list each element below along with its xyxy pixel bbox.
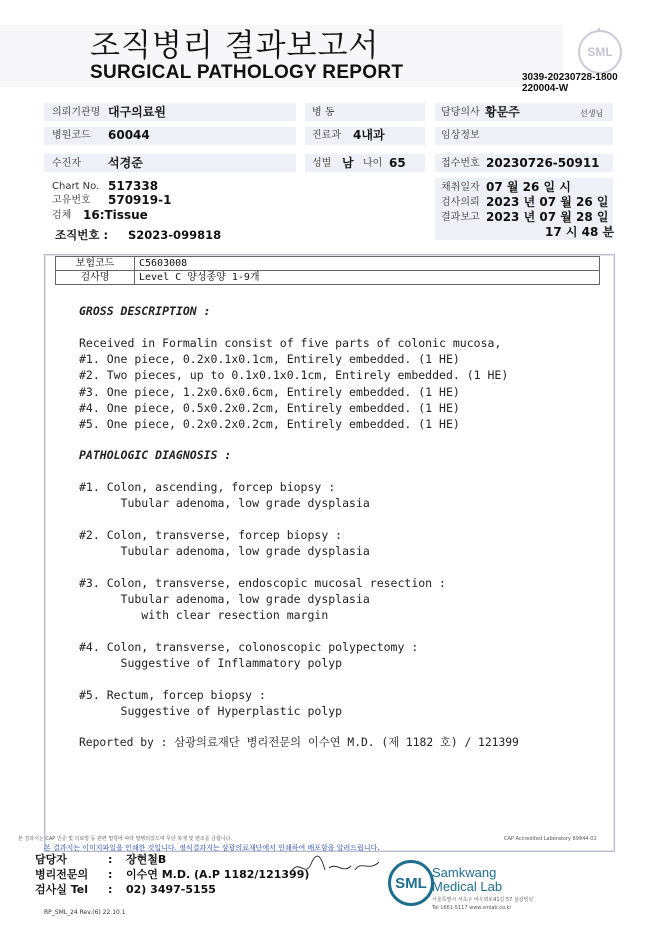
lab-address: 서울특별시 서초구 바우뫼로41길 57 삼광빌딩 <box>432 897 534 903</box>
physician-label: 담당의사 <box>441 107 480 118</box>
gross-description-title: GROSS DESCRIPTION : <box>79 304 211 318</box>
collection-date-label: 채취일자 <box>441 182 480 193</box>
diagnosis-line: Tubular adenoma, low grade dysplasia <box>79 592 370 607</box>
gross-line: #1. One piece, 0.2x0.1x0.1cm, Entirely embedded. (1 HE) <box>79 352 460 367</box>
diagnosis-item-3 <box>79 575 446 624</box>
patient-label: 수진자 <box>52 158 81 169</box>
pathologist-value: 이수연 M.D. (A.P 1182/121399) <box>126 868 310 881</box>
cap-accreditation: CAP Accredited Laboratory 89944-01 <box>504 836 597 842</box>
report-id <box>522 72 618 94</box>
diagnosis-item-1 <box>79 479 370 511</box>
receipt-no-value: 20230726-50911 <box>486 156 600 170</box>
specimen-label: 검체 <box>52 210 72 221</box>
requesting-org-label: 의뢰기관명 <box>52 107 101 118</box>
diagnosis-line: Tubular adenoma, low grade dysplasia <box>79 544 370 559</box>
gross-line: #2. Two pieces, up to 0.1x0.1x0.1cm, Entirely embedded. (1 HE) <box>79 368 509 383</box>
samkwang-logo-text: SML <box>395 874 427 892</box>
diagnosis-item-2 <box>79 527 370 559</box>
test-name-value: Level C 양성종양 1-9개 <box>135 271 600 285</box>
gross-line: #4. One piece, 0.5x0.2x0.2cm, Entirely embedded. (1 HE) <box>79 400 460 415</box>
receipt-no-label: 접수번호 <box>441 158 480 169</box>
diagnosis-item-5 <box>79 687 342 719</box>
lab-name-line2: Medical Lab <box>432 879 503 894</box>
chart-no-label: Chart No. <box>52 181 100 192</box>
report-id-line1: 3039-20230728-1800 <box>522 72 618 83</box>
test-name-row <box>56 271 600 285</box>
diagnosis-item-4 <box>79 639 418 671</box>
lab-name <box>432 866 502 894</box>
gross-line: #5. One piece, 0.2x0.2x0.2cm, Entirely embedded. (1 HE) <box>79 417 460 432</box>
lab-tel-colon: : <box>108 883 113 896</box>
physician-value: 황문주 <box>485 105 520 119</box>
patient-value: 석경준 <box>108 156 143 170</box>
request-date-label: 검사의뢰 <box>441 197 480 208</box>
diagnosis-line: #3. Colon, transverse, endoscopic mucosal resection : <box>79 576 446 590</box>
age-value: 65 <box>389 156 406 170</box>
result-date-label: 결과보고 <box>441 212 480 223</box>
department-value: 4내과 <box>353 128 385 142</box>
clinical-info-label: 임상정보 <box>441 130 480 141</box>
diagnosis-line: #5. Rectum, forcep biopsy : <box>79 688 266 702</box>
report-title-english: SURGICAL PATHOLOGY REPORT <box>90 62 404 83</box>
sex-value: 남 <box>342 156 354 170</box>
image-print-notice: 본 결과지는 이미지파일을 인쇄한 것입니다. 정식결과지는 삼광의료재단에서 인쇄하여 배포함을 알려드립니다. <box>44 844 380 852</box>
collection-date-value: 07 월 26 일 시 <box>486 180 571 194</box>
form-number: RP_SML_24 Rev.(6) 22.10.1 <box>44 909 126 916</box>
physician-suffix: 선생님 <box>580 109 604 118</box>
unique-no-label: 고유번호 <box>52 195 91 206</box>
lab-contact: Tel 1661-5117 www.smlab.co.kr <box>432 905 512 911</box>
staff-value: 장현철B <box>126 853 167 866</box>
chart-no-value: 517338 <box>108 179 159 193</box>
diagnosis-line: #4. Colon, transverse, colonoscopic polypectomy : <box>79 640 419 654</box>
report-title-korean: 조직병리 결과보고서 <box>90 28 380 64</box>
lab-name-line1: Samkwang <box>432 865 497 880</box>
age-label: 나이 <box>363 158 383 169</box>
staff-colon: : <box>108 853 113 866</box>
gross-line: #3. One piece, 1.2x0.6x0.6cm, Entirely embedded. (1 HE) <box>79 384 460 399</box>
signature-image <box>285 848 385 882</box>
footer-fine-print: 본 결과서는 CAP 인증 및 의료법 등 관련 법령에 따라 발행되었으며 무단 복제 및 변조를 금합니다. <box>18 836 233 842</box>
insurance-code-value: C5603008 <box>135 257 600 271</box>
sml-logo-icon <box>578 30 622 74</box>
diagnosis-line: #2. Colon, transverse, forcep biopsy : <box>79 528 343 542</box>
request-date-value: 2023 년 07 월 26 일 <box>486 195 609 209</box>
test-name-label: 검사명 <box>56 271 135 285</box>
lab-tel-value: 02) 3497-5155 <box>126 883 216 896</box>
pathologist-label: 병리전문의 <box>35 868 89 881</box>
staff-label: 담당자 <box>35 853 67 866</box>
sml-logo-text: SML <box>587 45 613 59</box>
diagnosis-line: #1. Colon, ascending, forcep biopsy : <box>79 480 336 494</box>
specimen-value: 16:Tissue <box>83 208 148 222</box>
result-date-value: 2023 년 07 월 28 일 <box>486 210 609 224</box>
gross-line: Received in Formalin consist of five parts of colonic mucosa, <box>79 336 502 350</box>
insurance-code-label: 보험코드 <box>56 257 135 271</box>
diagnosis-line: Suggestive of Inflammatory polyp <box>79 656 343 671</box>
sex-label: 성별 <box>312 158 332 169</box>
insurance-table <box>55 256 600 285</box>
hospital-code-label: 병원코드 <box>52 130 91 141</box>
pathologist-colon: : <box>108 868 113 881</box>
hospital-code-value: 60044 <box>108 128 150 142</box>
result-time-value: 17 시 48 분 <box>545 225 615 239</box>
requesting-org-value: 대구의료원 <box>108 105 166 119</box>
reported-by: Reported by : 삼광의료재단 병리전문의 이수연 M.D. (제 1182 호) / 121399 <box>79 736 519 749</box>
diagnosis-line: Tubular adenoma, low grade dysplasia <box>79 496 370 511</box>
report-id-line2: 220004-W <box>522 83 569 94</box>
diagnosis-line: Suggestive of Hyperplastic polyp <box>79 704 343 719</box>
samkwang-logo-icon <box>388 860 434 906</box>
department-label: 진료과 <box>312 130 341 141</box>
tissue-no-value: S2023-099818 <box>128 228 222 242</box>
tissue-no-label: 조직번호 : <box>55 228 109 242</box>
ward-label: 병 동 <box>312 107 335 118</box>
unique-no-value: 570919-1 <box>108 193 172 207</box>
insurance-code-row <box>56 257 600 271</box>
gross-description <box>79 335 508 432</box>
row3-left-band <box>44 154 296 172</box>
diagnosis-line: with clear resection margin <box>79 608 329 623</box>
pathologic-diagnosis-title: PATHOLOGIC DIAGNOSIS : <box>79 448 232 462</box>
lab-tel-label: 검사실 Tel <box>35 883 88 896</box>
